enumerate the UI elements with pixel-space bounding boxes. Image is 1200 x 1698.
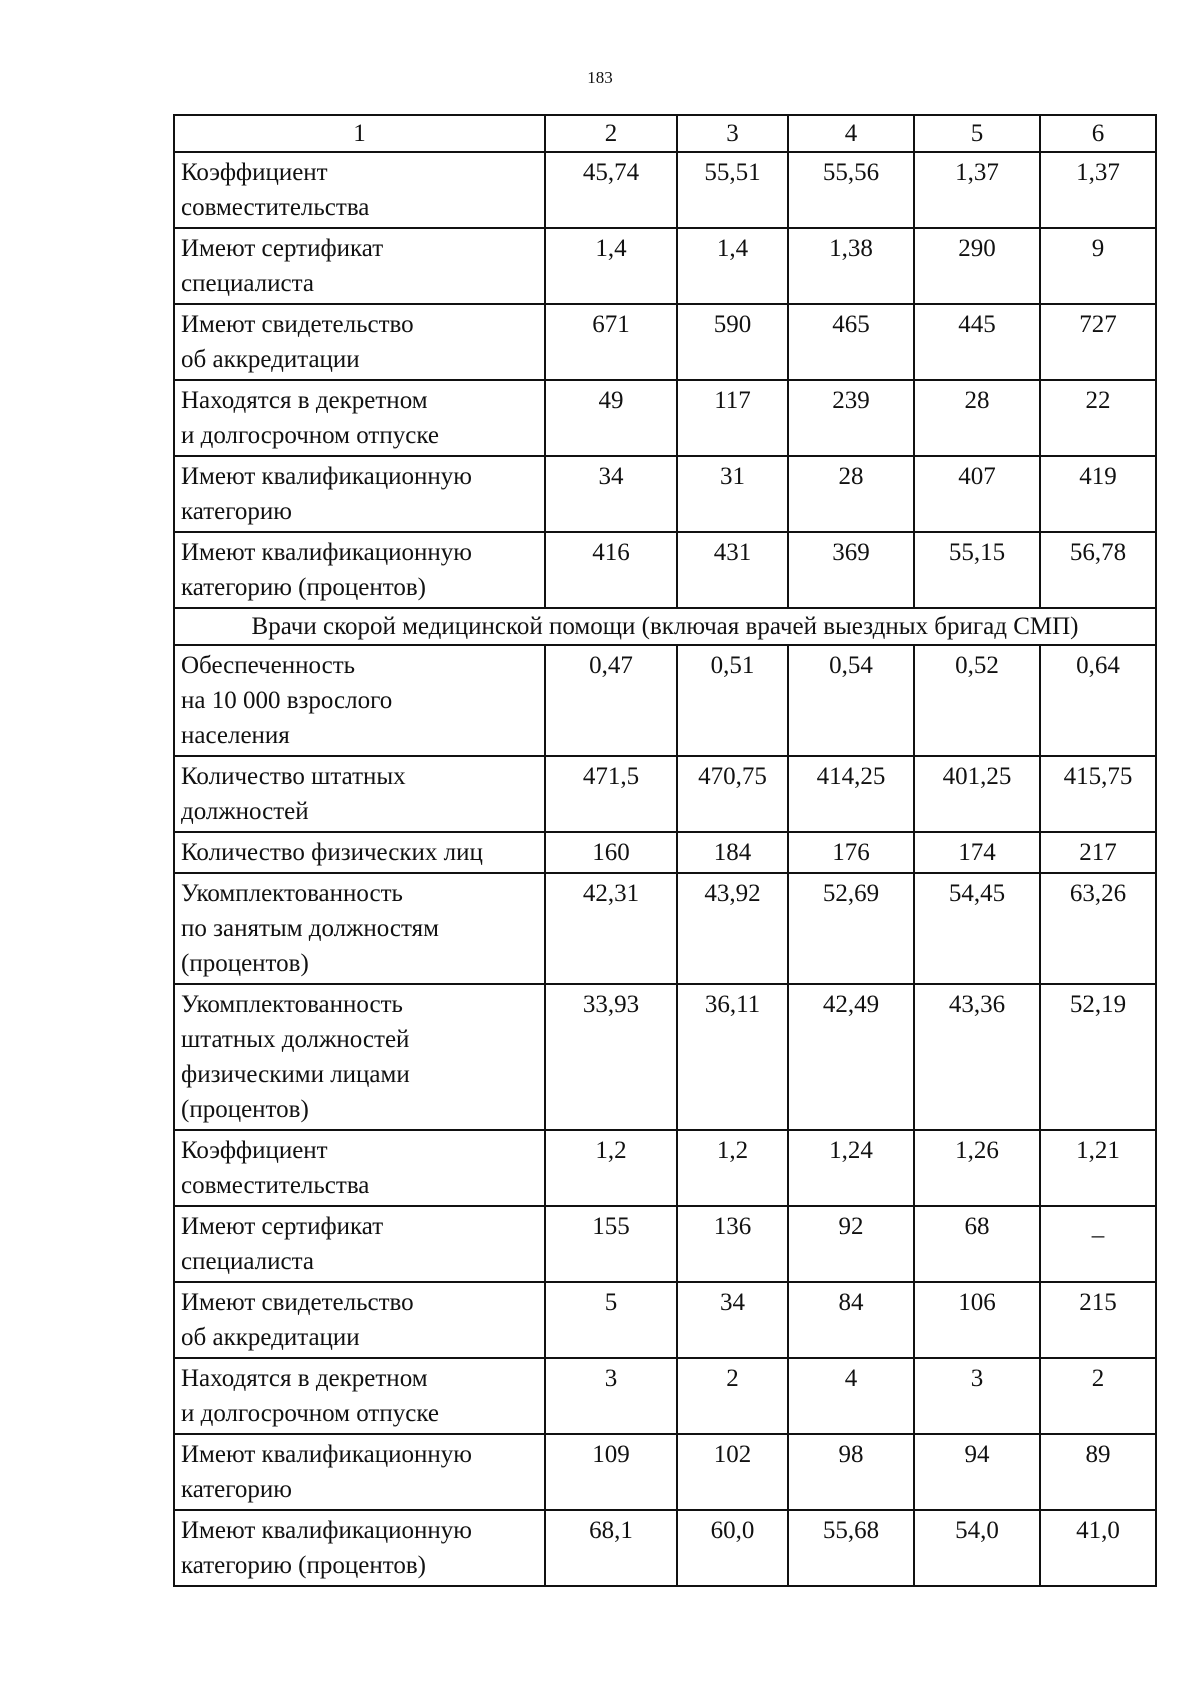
value-cell: _ bbox=[1040, 1206, 1156, 1282]
value-cell: 431 bbox=[677, 532, 788, 608]
value-cell: 28 bbox=[788, 456, 914, 532]
value-cell: 0,64 bbox=[1040, 645, 1156, 756]
header-cell: 2 bbox=[545, 115, 677, 152]
value-cell: 42,31 bbox=[545, 873, 677, 984]
value-cell: 34 bbox=[677, 1282, 788, 1358]
table-row bbox=[174, 832, 1156, 873]
value-cell: 1,26 bbox=[914, 1130, 1040, 1206]
row-label-cell bbox=[174, 756, 545, 832]
value-cell: 416 bbox=[545, 532, 677, 608]
row-label-cell bbox=[174, 873, 545, 984]
value-cell: 1,37 bbox=[914, 152, 1040, 228]
value-cell: 49 bbox=[545, 380, 677, 456]
row-label-line: Обеспеченность bbox=[181, 652, 356, 679]
value-cell: 52,19 bbox=[1040, 984, 1156, 1130]
value-cell: 56,78 bbox=[1040, 532, 1156, 608]
value-cell: 55,56 bbox=[788, 152, 914, 228]
value-cell: 176 bbox=[788, 832, 914, 873]
row-label-line: населения bbox=[181, 722, 290, 749]
row-label-line: Имеют квалификационную bbox=[181, 1441, 472, 1468]
row-label-line: об аккредитации bbox=[181, 1324, 360, 1351]
value-cell: 43,92 bbox=[677, 873, 788, 984]
row-label-cell bbox=[174, 456, 545, 532]
value-cell: 5 bbox=[545, 1282, 677, 1358]
header-cell: 1 bbox=[174, 115, 545, 152]
value-cell: 1,21 bbox=[1040, 1130, 1156, 1206]
value-cell: 160 bbox=[545, 832, 677, 873]
row-label-line: Имеют квалификационную bbox=[181, 1517, 472, 1544]
row-label-cell bbox=[174, 1206, 545, 1282]
table-row bbox=[174, 1130, 1156, 1206]
value-cell: 84 bbox=[788, 1282, 914, 1358]
row-label-line: Имеют сертификат bbox=[181, 1213, 384, 1240]
row-label-line: физическими лицами bbox=[181, 1061, 410, 1088]
table-row bbox=[174, 1358, 1156, 1434]
value-cell: 1,38 bbox=[788, 228, 914, 304]
value-cell: 42,49 bbox=[788, 984, 914, 1130]
row-label-line: Имеют квалификационную bbox=[181, 539, 472, 566]
value-cell: 45,74 bbox=[545, 152, 677, 228]
row-label-line: (процентов) bbox=[181, 950, 309, 977]
value-cell: 43,36 bbox=[914, 984, 1040, 1130]
row-label-line: по занятым должностям bbox=[181, 915, 439, 942]
table-row bbox=[174, 380, 1156, 456]
row-label-line: специалиста bbox=[181, 1248, 314, 1275]
row-label-line: категорию (процентов) bbox=[181, 574, 426, 601]
row-label-cell bbox=[174, 304, 545, 380]
value-cell: 89 bbox=[1040, 1434, 1156, 1510]
row-label-line: Укомплектованность bbox=[181, 880, 403, 907]
value-cell: 4 bbox=[788, 1358, 914, 1434]
row-label-cell bbox=[174, 1358, 545, 1434]
value-cell: 63,26 bbox=[1040, 873, 1156, 984]
value-cell: 9 bbox=[1040, 228, 1156, 304]
value-cell: 36,11 bbox=[677, 984, 788, 1130]
row-label-cell bbox=[174, 1510, 545, 1586]
row-label-line: категорию bbox=[181, 498, 292, 525]
header-cell: 4 bbox=[788, 115, 914, 152]
row-label-line: (процентов) bbox=[181, 1096, 309, 1123]
row-label-cell bbox=[174, 228, 545, 304]
row-label-cell bbox=[174, 1282, 545, 1358]
row-label-line: Находятся в декретном bbox=[181, 387, 428, 414]
row-label-line: Имеют свидетельство bbox=[181, 1289, 414, 1316]
section-row bbox=[174, 608, 1156, 645]
value-cell: 401,25 bbox=[914, 756, 1040, 832]
row-label-cell bbox=[174, 1130, 545, 1206]
table-row bbox=[174, 456, 1156, 532]
row-label-line: совместительства bbox=[181, 194, 370, 221]
row-label-cell bbox=[174, 984, 545, 1130]
row-label-line: Коэффициент bbox=[181, 159, 328, 186]
value-cell: 55,68 bbox=[788, 1510, 914, 1586]
value-cell: 1,24 bbox=[788, 1130, 914, 1206]
value-cell: 407 bbox=[914, 456, 1040, 532]
table-row bbox=[174, 645, 1156, 756]
value-cell: 0,47 bbox=[545, 645, 677, 756]
table-row bbox=[174, 1434, 1156, 1510]
value-cell: 174 bbox=[914, 832, 1040, 873]
value-cell: 0,52 bbox=[914, 645, 1040, 756]
value-cell: 92 bbox=[788, 1206, 914, 1282]
header-cell: 6 bbox=[1040, 115, 1156, 152]
row-label-line: и долгосрочном отпуске bbox=[181, 1400, 439, 1427]
value-cell: 136 bbox=[677, 1206, 788, 1282]
header-cell: 3 bbox=[677, 115, 788, 152]
row-label-line: совместительства bbox=[181, 1172, 370, 1199]
value-cell: 671 bbox=[545, 304, 677, 380]
row-label-cell bbox=[174, 645, 545, 756]
value-cell: 3 bbox=[545, 1358, 677, 1434]
row-label-line: об аккредитации bbox=[181, 346, 360, 373]
table-body bbox=[174, 115, 1156, 1586]
value-cell: 419 bbox=[1040, 456, 1156, 532]
value-cell: 415,75 bbox=[1040, 756, 1156, 832]
row-label-line: и долгосрочном отпуске bbox=[181, 422, 439, 449]
value-cell: 184 bbox=[677, 832, 788, 873]
table-row bbox=[174, 1510, 1156, 1586]
value-cell: 1,4 bbox=[677, 228, 788, 304]
value-cell: 369 bbox=[788, 532, 914, 608]
value-cell: 54,45 bbox=[914, 873, 1040, 984]
value-cell: 2 bbox=[1040, 1358, 1156, 1434]
row-label-cell bbox=[174, 380, 545, 456]
value-cell: 55,15 bbox=[914, 532, 1040, 608]
value-cell: 34 bbox=[545, 456, 677, 532]
value-cell: 155 bbox=[545, 1206, 677, 1282]
value-cell: 106 bbox=[914, 1282, 1040, 1358]
value-cell: 470,75 bbox=[677, 756, 788, 832]
value-cell: 0,54 bbox=[788, 645, 914, 756]
value-cell: 465 bbox=[788, 304, 914, 380]
row-label-cell bbox=[174, 1434, 545, 1510]
row-label-line: Имеют свидетельство bbox=[181, 311, 414, 338]
value-cell: 94 bbox=[914, 1434, 1040, 1510]
table-row bbox=[174, 304, 1156, 380]
value-cell: 22 bbox=[1040, 380, 1156, 456]
table-row bbox=[174, 152, 1156, 228]
value-cell: 28 bbox=[914, 380, 1040, 456]
row-label-cell bbox=[174, 832, 545, 873]
page-number: 183 bbox=[587, 68, 613, 87]
value-cell: 68,1 bbox=[545, 1510, 677, 1586]
value-cell: 102 bbox=[677, 1434, 788, 1510]
table-row bbox=[174, 228, 1156, 304]
row-label-line: категорию bbox=[181, 1476, 292, 1503]
section-title: Врачи скорой медицинской помощи (включая врачей выездных бригад СМП) bbox=[174, 608, 1156, 645]
table-row bbox=[174, 984, 1156, 1130]
value-cell: 1,2 bbox=[677, 1130, 788, 1206]
row-label-line: Имеют квалификационную bbox=[181, 463, 472, 490]
table-row bbox=[174, 873, 1156, 984]
value-cell: 52,69 bbox=[788, 873, 914, 984]
value-cell: 60,0 bbox=[677, 1510, 788, 1586]
row-label-line: Количество физических лиц bbox=[181, 839, 483, 866]
row-label-line: Коэффициент bbox=[181, 1137, 328, 1164]
value-cell: 68 bbox=[914, 1206, 1040, 1282]
table-row bbox=[174, 1206, 1156, 1282]
value-cell: 1,37 bbox=[1040, 152, 1156, 228]
row-label-line: Укомплектованность bbox=[181, 991, 403, 1018]
value-cell: 290 bbox=[914, 228, 1040, 304]
row-label-cell bbox=[174, 152, 545, 228]
row-label-line: штатных должностей bbox=[181, 1026, 410, 1053]
value-cell: 33,93 bbox=[545, 984, 677, 1130]
value-cell: 217 bbox=[1040, 832, 1156, 873]
row-label-line: Находятся в декретном bbox=[181, 1365, 428, 1392]
row-label-line: категорию (процентов) bbox=[181, 1552, 426, 1579]
value-cell: 727 bbox=[1040, 304, 1156, 380]
row-label-line: на 10 000 взрослого bbox=[181, 687, 393, 714]
table-row bbox=[174, 756, 1156, 832]
table-row bbox=[174, 532, 1156, 608]
value-cell: 109 bbox=[545, 1434, 677, 1510]
value-cell: 54,0 bbox=[914, 1510, 1040, 1586]
table-row bbox=[174, 1282, 1156, 1358]
value-cell: 117 bbox=[677, 380, 788, 456]
row-label-line: Количество штатных bbox=[181, 763, 406, 790]
value-cell: 55,51 bbox=[677, 152, 788, 228]
value-cell: 239 bbox=[788, 380, 914, 456]
row-label-line: специалиста bbox=[181, 270, 314, 297]
value-cell: 0,51 bbox=[677, 645, 788, 756]
header-row bbox=[174, 115, 1156, 152]
value-cell: 215 bbox=[1040, 1282, 1156, 1358]
value-cell: 31 bbox=[677, 456, 788, 532]
row-label-line: должностей bbox=[181, 798, 309, 825]
value-cell: 471,5 bbox=[545, 756, 677, 832]
value-cell: 445 bbox=[914, 304, 1040, 380]
header-cell: 5 bbox=[914, 115, 1040, 152]
value-cell: 41,0 bbox=[1040, 1510, 1156, 1586]
value-cell: 1,2 bbox=[545, 1130, 677, 1206]
value-cell: 1,4 bbox=[545, 228, 677, 304]
value-cell: 3 bbox=[914, 1358, 1040, 1434]
value-cell: 98 bbox=[788, 1434, 914, 1510]
statistics-table bbox=[173, 114, 1157, 1587]
value-cell: 2 bbox=[677, 1358, 788, 1434]
row-label-cell bbox=[174, 532, 545, 608]
value-cell: 590 bbox=[677, 304, 788, 380]
value-cell: 414,25 bbox=[788, 756, 914, 832]
row-label-line: Имеют сертификат bbox=[181, 235, 384, 262]
